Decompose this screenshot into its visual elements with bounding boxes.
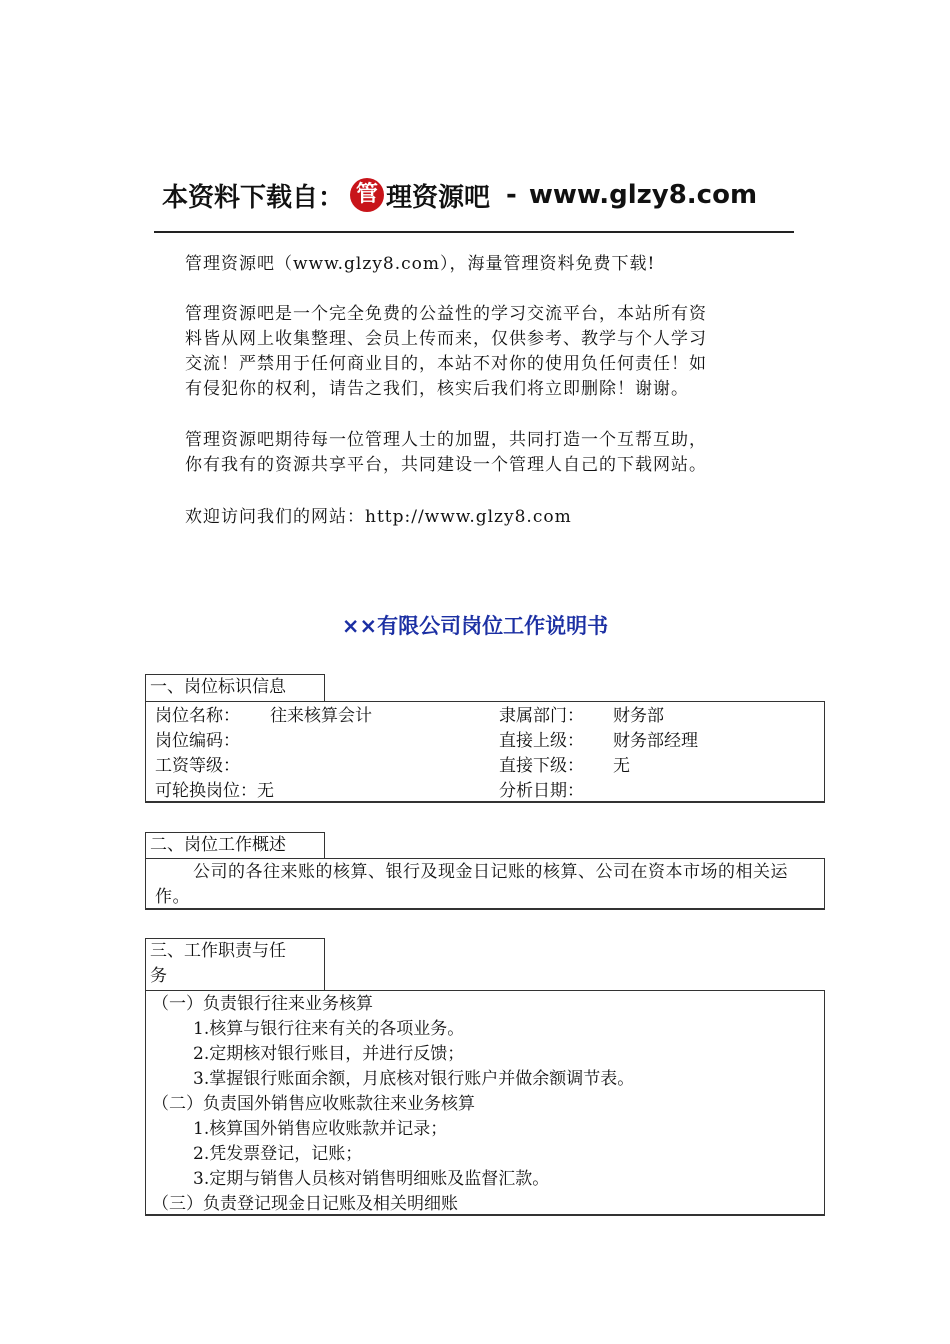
intro-invitation-line: 管理资源吧期待每一位管理人士的加盟，共同打造一个互帮互助， (185, 430, 707, 450)
intro-disclaimer-line: 管理资源吧是一个完全免费的公益性的学习交流平台，本站所有资 (185, 304, 707, 324)
duty-item: 3.掌握银行账面余额，月底核对银行账户并做余额调节表。 (193, 1069, 635, 1089)
duty-item: 2.凭发票登记，记账； (193, 1144, 363, 1164)
info-cell-position-name (146, 704, 485, 729)
info-label: 直接上级： (499, 731, 584, 751)
intro-disclaimer-line: 交流！严禁用于任何商业目的，本站不对你的使用负任何责任！如 (185, 354, 707, 374)
info-label: 岗位编码： (155, 731, 240, 751)
info-cell-position-code (146, 729, 485, 754)
welcome-link-text[interactable]: 欢迎访问我们的网站：http://www.glzy8.com (185, 507, 572, 527)
job-summary-text: 公司的各往来账的核算、银行及现金日记账的核算、公司在资本市场的相关运作。 (155, 862, 788, 907)
info-label: 分析日期： (499, 781, 584, 801)
intro-invitation (185, 428, 785, 478)
duty-section-title: （一）负责银行往来业务核算 (152, 994, 373, 1014)
info-cell-department (485, 704, 824, 729)
duty-item: 1.核算与银行往来有关的各项业务。 (193, 1019, 465, 1039)
intro-invitation-line: 你有我有的资源共享平台，共同建设一个管理人自己的下载网站。 (185, 455, 707, 475)
info-cell-subordinate (485, 754, 824, 779)
banner-url[interactable]: www.glzy8.com (528, 180, 758, 210)
info-value: 财务部经理 (613, 731, 698, 751)
info-label: 直接下级： (499, 756, 584, 776)
banner-site-name: 理资源吧 (386, 182, 491, 213)
duty-item: 2.定期核对银行账目，并进行反馈； (193, 1044, 465, 1064)
info-label: 隶属部门： (499, 706, 584, 726)
section1-table (145, 701, 825, 803)
section3-box (145, 990, 825, 1216)
info-row (146, 729, 824, 754)
intro-welcome (185, 505, 785, 530)
info-cell-rotation (146, 779, 485, 804)
banner-prefix: 本资料下载自： (162, 182, 345, 213)
duty-item: 3.定期与销售人员核对销售明细账及监督汇款。 (193, 1169, 550, 1189)
banner-divider (154, 231, 794, 233)
info-row (146, 704, 824, 729)
info-value: 财务部 (613, 706, 664, 726)
intro-disclaimer-line: 有侵犯你的权利，请告之我们，核实后我们将立即删除！谢谢。 (185, 379, 689, 399)
section2-box (145, 858, 825, 910)
info-label: 工资等级： (155, 756, 240, 776)
intro-line (185, 252, 785, 277)
document-title: ××有限公司岗位工作说明书 (341, 614, 609, 638)
section3-heading-line: 三、工作职责与任 (150, 941, 286, 961)
info-cell-supervisor (485, 729, 824, 754)
info-value: 往来核算会计 (270, 706, 372, 726)
info-value: 无 (613, 756, 630, 776)
section3-heading-line: 务 (150, 966, 167, 986)
section2-heading: 二、岗位工作概述 (145, 832, 325, 858)
intro-headline: 管理资源吧（www.glzy8.com），海量管理资料免费下载! (185, 254, 656, 274)
duty-item: 1.核算国外销售应收账款并记录； (193, 1119, 448, 1139)
section3-heading (145, 938, 325, 990)
info-cell-salary-grade (146, 754, 485, 779)
duty-section-title: （二）负责国外销售应收账款往来业务核算 (152, 1094, 475, 1114)
info-cell-analysis-date (485, 779, 824, 804)
info-row (146, 754, 824, 779)
intro-disclaimer (185, 302, 785, 402)
intro-disclaimer-line: 料皆从网上收集整理、会员上传而来，仅供参考、教学与个人学习 (185, 329, 707, 349)
site-logo-icon: 管 (350, 178, 384, 212)
info-label: 岗位名称： (155, 706, 240, 726)
info-label: 可轮换岗位：无 (155, 781, 274, 801)
banner-dash: - (506, 180, 517, 210)
duty-section-title: （三）负责登记现金日记账及相关明细账 (152, 1194, 458, 1214)
site-banner (162, 172, 757, 218)
section1-heading: 一、岗位标识信息 (145, 674, 325, 701)
info-row (146, 779, 824, 804)
